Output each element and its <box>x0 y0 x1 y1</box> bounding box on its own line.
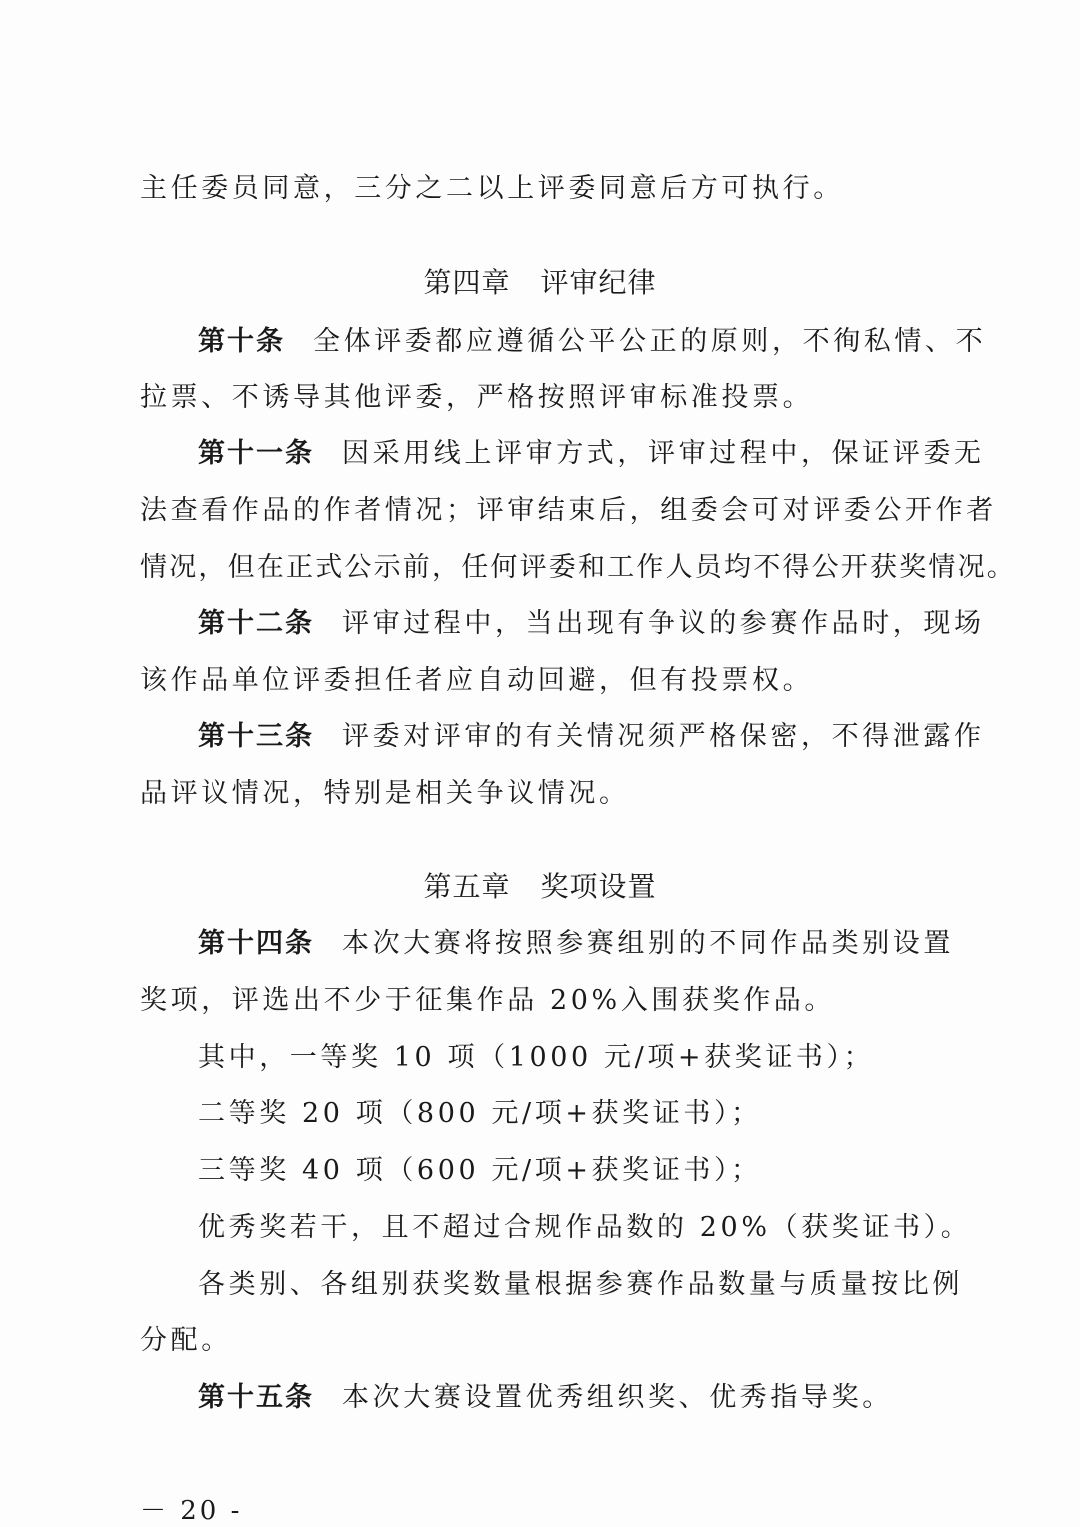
text-line: 各类别、各组别获奖数量根据参赛作品数量与质量按比例 <box>198 1269 963 1300</box>
prize-first: 其中，一等奖 10 项（1000 元/项+获奖证书）； <box>198 1042 875 1073</box>
text-line: 法查看作品的作者情况；评审结束后，组委会可对评委公开作者 <box>140 495 997 526</box>
article-fifteen-label: 第十五条 <box>198 1382 314 1413</box>
article-thirteen <box>198 720 985 754</box>
article-twelve <box>198 607 985 641</box>
text-line: 品评议情况，特别是相关争议情况。 <box>140 778 630 809</box>
article-fourteen-label: 第十四条 <box>198 928 314 959</box>
prize-second: 二等奖 20 项（800 元/项+获奖证书）； <box>198 1098 762 1129</box>
article-fourteen <box>198 927 954 961</box>
text-line: 该作品单位评委担任者应自动回避，但有投票权。 <box>140 665 814 696</box>
chapter-four-title: 评审纪律 <box>540 266 657 299</box>
prize-excellence: 优秀奖若干，且不超过合规作品数的 20%（获奖证书）。 <box>198 1212 972 1243</box>
text-line: 拉票、不诱导其他评委，严格按照评审标准投票。 <box>140 382 814 413</box>
chapter-four-number: 第四章 <box>423 266 511 299</box>
article-ten <box>198 325 987 359</box>
chapter-five-number: 第五章 <box>423 870 511 903</box>
text-line: 情况，但在正式公示前，任何评委和工作人员均不得公开获奖情况。 <box>140 552 1016 583</box>
text-line: 评审过程中，当出现有争议的参赛作品时，现场 <box>342 608 985 639</box>
text-line: 评委对评审的有关情况须严格保密，不得泄露作 <box>342 721 985 752</box>
text-line: 主任委员同意，三分之二以上评委同意后方可执行。 <box>140 173 844 204</box>
text-line: 全体评委都应遵循公平公正的原则，不徇私情、不 <box>313 326 987 357</box>
chapter-five-title: 奖项设置 <box>540 870 657 903</box>
article-twelve-label: 第十二条 <box>198 608 314 639</box>
chapter-four-heading <box>0 266 1080 300</box>
article-fifteen <box>198 1381 940 1415</box>
article-ten-label: 第十条 <box>198 326 285 357</box>
text-line: 本次大赛将按照参赛组别的不同作品类别设置 <box>342 928 954 959</box>
text-line: 因采用线上评审方式，评审过程中，保证评委无 <box>342 438 985 469</box>
prize-third: 三等奖 40 项（600 元/项+获奖证书）； <box>198 1155 762 1186</box>
text-line: 分配。 <box>140 1325 232 1356</box>
page-number: － 20 - <box>140 1496 243 1526</box>
article-eleven-label: 第十一条 <box>198 438 314 469</box>
article-eleven <box>198 437 985 471</box>
text-line: 本次大赛设置优秀组织奖、优秀指导奖。 <box>342 1382 893 1413</box>
text-line: 奖项，评选出不少于征集作品 20%入围获奖作品。 <box>140 985 835 1016</box>
article-thirteen-label: 第十三条 <box>198 721 314 752</box>
chapter-five-heading <box>0 870 1080 904</box>
